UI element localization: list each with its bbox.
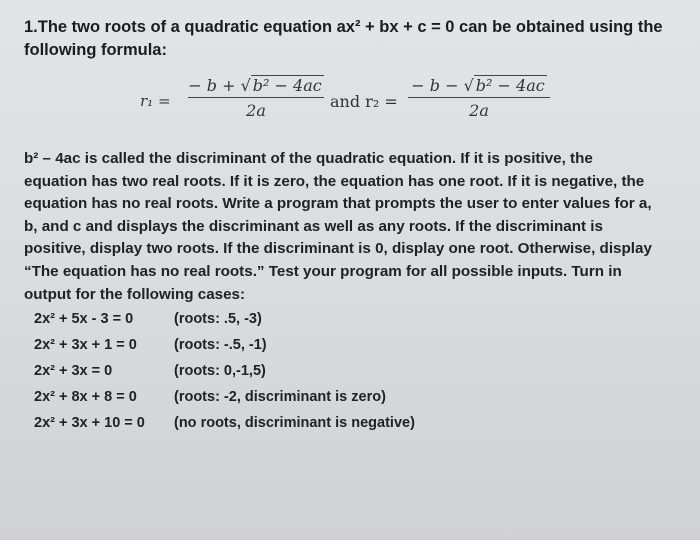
- r1-numerator-prefix: − b +: [188, 76, 241, 95]
- sqrt-symbol: √ b² − 4ac: [240, 76, 322, 95]
- case-result: (no roots, discriminant is negative): [174, 415, 415, 431]
- case-result: (roots: -2, discriminant is zero): [174, 389, 386, 405]
- sqrt-symbol: √ b² − 4ac: [463, 76, 545, 95]
- case-result: (roots: .5, -3): [174, 311, 262, 327]
- problem-description: b² – 4ac is called the discriminant of the quadratic equation. If it is positive, the equation has two real roots. If it is zero, the equation has one root. If it is negative, the equation has no real roots. Write a program that prompts the user to enter values for a, b, and c and displays the discriminant as well as any roots. If the discriminant is positive, display two roots. If the discriminant is 0, display one root. Otherwise, display “The equation has no real roots.” Test your program for all possible inputs. Turn in output for the following cases:: [24, 150, 652, 303]
- problem-heading: 1.The two roots of a quadratic equation ax² + bx + c = 0 can be obtained using the following formula:: [24, 18, 663, 59]
- r1-numerator: [188, 76, 324, 95]
- quadratic-formula: [140, 76, 570, 134]
- test-case-row: [34, 363, 594, 389]
- fraction-bar: [188, 97, 324, 98]
- fraction-bar: [408, 97, 550, 98]
- r1-label: r₁ =: [140, 92, 171, 110]
- case-equation: 2x² + 3x = 0: [34, 363, 113, 379]
- r2-numerator: [408, 76, 550, 95]
- test-case-row: [34, 311, 594, 337]
- case-result: (roots: 0,-1,5): [174, 363, 266, 379]
- test-case-row: [34, 415, 594, 441]
- r1-fraction: [188, 76, 324, 120]
- test-cases-list: [34, 311, 594, 441]
- r2-denominator: 2a: [469, 101, 489, 120]
- test-case-row: [34, 389, 594, 415]
- case-result: (roots: -.5, -1): [174, 337, 267, 353]
- case-equation: 2x² + 3x + 1 = 0: [34, 337, 137, 353]
- case-equation: 2x² + 8x + 8 = 0: [34, 389, 137, 405]
- and-r2-label: and r₂ =: [330, 92, 398, 111]
- r1-denominator: 2a: [246, 101, 266, 120]
- r1-radicand: b² − 4ac: [252, 76, 322, 95]
- r2-numerator-prefix: − b −: [411, 76, 464, 95]
- r2-radicand: b² − 4ac: [475, 76, 545, 95]
- case-equation: 2x² + 5x - 3 = 0: [34, 311, 134, 327]
- r2-fraction: [408, 76, 550, 120]
- test-case-row: [34, 337, 594, 363]
- case-equation: 2x² + 3x + 10 = 0: [34, 415, 145, 431]
